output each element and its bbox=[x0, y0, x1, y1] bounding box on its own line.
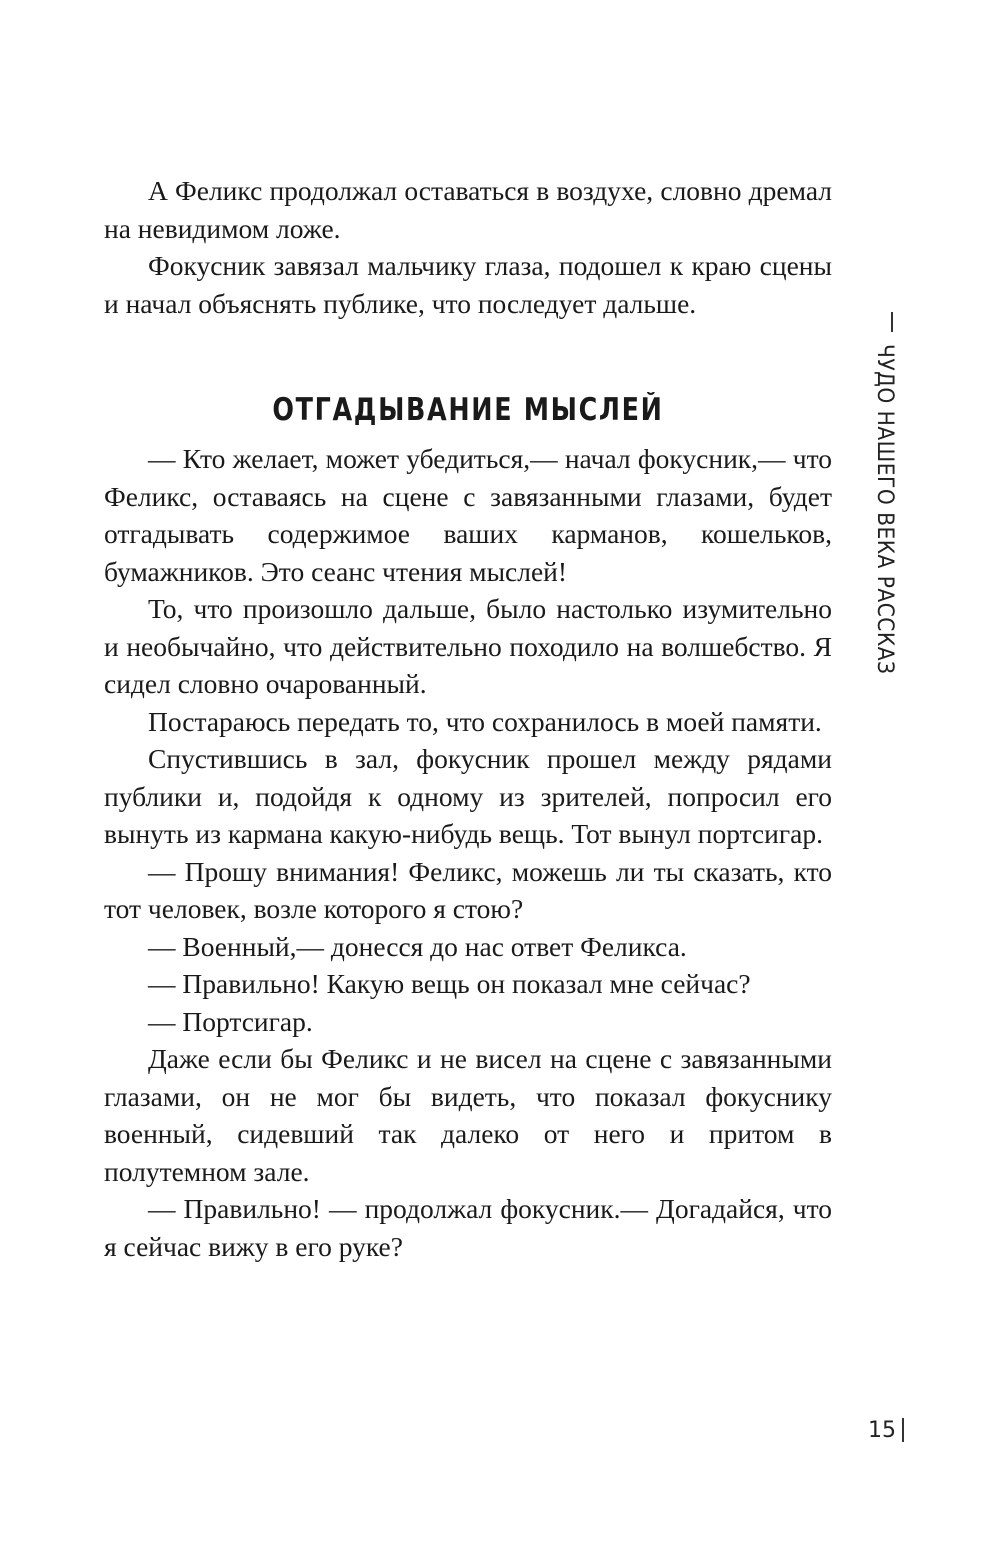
paragraph-11: Даже если бы Феликс и не висел на сцене с завязанными глазами, он не мог бы видеть, что показал фокуснику военный, сидевший так далеко от него и притом в полутемном зале. bbox=[104, 1043, 832, 1187]
page-number: 15 bbox=[868, 1418, 896, 1443]
page-body-text bbox=[104, 172, 832, 1265]
paragraph-1: А Феликс продолжал оставаться в воздухе, словно дремал на невидимом ложе. bbox=[104, 175, 832, 244]
running-title bbox=[872, 312, 912, 675]
paragraph-3: — Кто желает, может убедиться,— начал фокусник,— что Феликс, оставаясь на сцене с завязанными глазами, будет отгадывать содержимое ваших карманов, кошельков, бумажников. Это сеанс чтения мыслей! bbox=[104, 443, 832, 587]
paragraph-7: — Прошу внимания! Феликс, можешь ли ты сказать, кто тот человек, возле которого я стою? bbox=[104, 855, 832, 924]
paragraph-4: То, что произошло дальше, было настолько изумительно и необычайно, что действительно походило на волшебство. Я сидел словно очарованный. bbox=[104, 593, 832, 699]
paragraph-12: — Правильно! — продолжал фокусник.— Догадайся, что я сейчас вижу в его руке? bbox=[104, 1193, 832, 1262]
paragraph-10: — Портсигар. bbox=[148, 1005, 313, 1037]
paragraph-9: — Правильно! Какую вещь он показал мне сейчас? bbox=[148, 968, 751, 999]
page-number-divider bbox=[902, 1418, 904, 1442]
running-title-text: ЧУДО НАШЕГО ВЕКА РАССКАЗ bbox=[872, 344, 897, 675]
paragraph-8: — Военный,— донесся до нас ответ Феликса. bbox=[148, 930, 687, 962]
paragraph-6: Спустившись в зал, фокусник прошел между рядами публики и, подойдя к одному из зрителей, попросил его вынуть из кармана какую-нибудь вещь. Тот вынул портсигар. bbox=[104, 743, 832, 849]
paragraph-5: Постараюсь передать то, что сохранилось в моей памяти. bbox=[148, 705, 822, 737]
running-title-divider bbox=[891, 312, 893, 332]
paragraph-2: Фокусник завязал мальчику глаза, подошел к краю сцены и начал объяснять публике, что последует дальше. bbox=[104, 250, 832, 319]
section-heading: ОТГАДЫВАНИЕ МЫСЛЕЙ bbox=[272, 392, 664, 428]
